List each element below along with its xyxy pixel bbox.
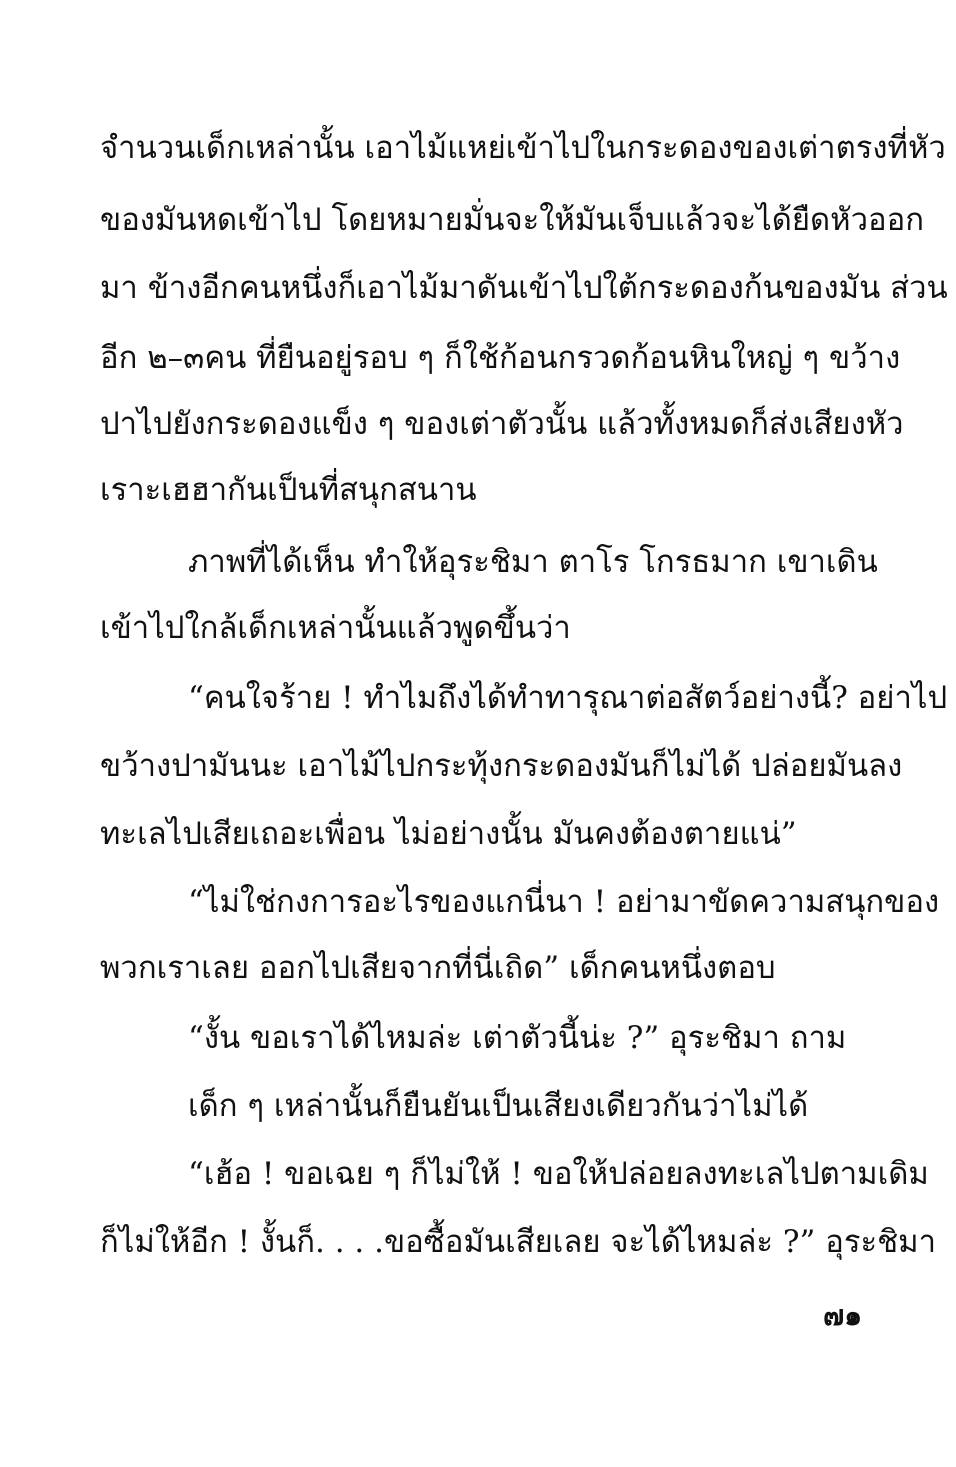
text-line-9: “คนใจร้าย ! ทำไมถึงได้ทำทารุณาต่อสัตว์อย่างนี้? อย่าไป [188,680,948,716]
text-line-11: ทะเลไปเสียเถอะเพื่อน ไม่อย่างนั้น มันคงต้องตายแน่” [100,816,797,852]
text-line-1: จำนวนเด็กเหล่านั้น เอาไม้แหย่เข้าไปในกระดองของเต่าตรงที่หัว [100,130,946,166]
text-line-6: เราะเฮฮากันเป็นที่สนุกสนาน [100,472,477,508]
text-line-8: เข้าไปใกล้เด็กเหล่านั้นแล้วพูดขึ้นว่า [100,610,571,646]
text-line-16: “เฮ้อ ! ขอเฉย ๆ ก็ไม่ให้ ! ขอให้ปล่อยลงทะเลไปตามเดิม [188,1156,929,1192]
text-line-14: “งั้น ขอเราได้ไหมล่ะ เต่าตัวนี้น่ะ ?” อุระชิมา ถาม [188,1020,847,1056]
text-line-15: เด็ก ๆ เหล่านั้นก็ยืนยันเป็นเสียงเดียวกันว่าไม่ได้ [188,1088,809,1124]
text-line-12: “ไม่ใช่กงการอะไรของแกนี่นา ! อย่ามาขัดความสนุกของ [188,884,940,920]
text-line-2: ของมันหดเข้าไป โดยหมายมั่นจะให้มันเจ็บแล้วจะได้ยืดหัวออก [100,202,924,238]
text-line-17: ก็ไม่ให้อีก ! งั้นก็. . . .ขอซื้อมันเสียเลย จะได้ไหมล่ะ ?” อุระชิมา [100,1224,937,1260]
text-line-13: พวกเราเลย ออกไปเสียจากที่นี่เถิด” เด็กคนหนึ่งตอบ [100,950,776,986]
text-line-3: มา ข้างอีกคนหนึ่งก็เอาไม้มาดันเข้าไปใต้กระดองก้นของมัน ส่วน [100,270,948,306]
text-line-5: ปาไปยังกระดองแข็ง ๆ ของเต่าตัวนั้น แล้วทั้งหมดก็ส่งเสียงหัว [100,406,904,442]
text-line-7: ภาพที่ได้เห็น ทำให้อุระชิมา ตาโร โกรธมาก เขาเดิน [188,544,878,580]
text-line-10: ขว้างปามันนะ เอาไม้ไปกระทุ้งกระดองมันก็ไม่ได้ ปล่อยมันลง [100,748,903,784]
text-line-4: อีก ๒–๓คน ที่ยืนอยู่รอบ ๆ ก็ใช้ก้อนกรวดก้อนหินใหญ่ ๆ ขว้าง [100,340,901,376]
page-number: ๗๑ [823,1299,862,1332]
